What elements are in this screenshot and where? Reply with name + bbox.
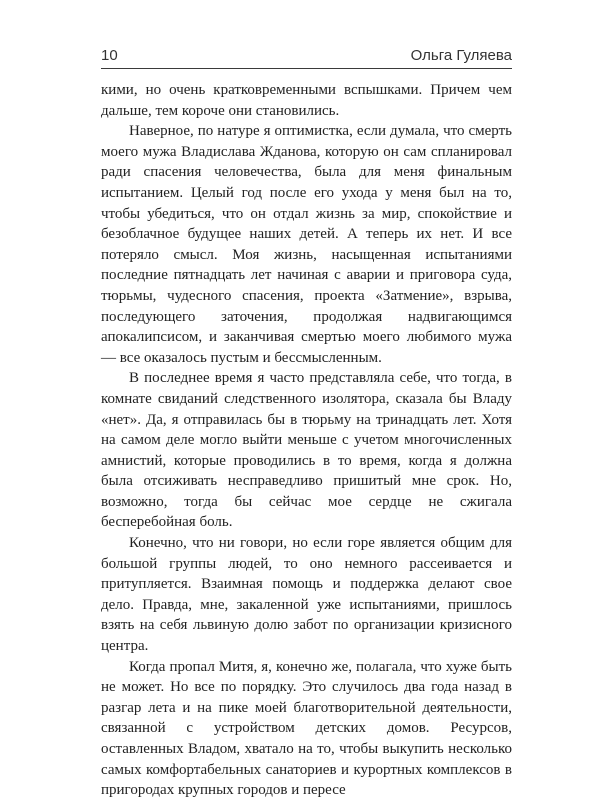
paragraph: Когда пропал Митя, я, конечно же, полагала, что хуже быть не может. Но все по порядку. Это случилось два года назад в разгар лета и на пике моей благотворительной деятельности, связанной с устройством детских домов. Ресурсов, оставленных Владом, хватало на то, чтобы выкупить несколько самых комфортабельных санаториев и курортных комплексов в пригородах крупных городов и пересе [101, 658, 512, 799]
paragraph: Конечно, что ни говори, но если горе является общим для большой группы людей, то оно немного рассеивается и притупляется. Взаимная помощь и поддержка делают свое дело. Правда, мне, закаленной уже испытаниями, пришлось взять на себя львиную долю забот по организации кризисного центра. [101, 535, 512, 655]
paragraph: Наверное, по натуре я оптимистка, если думала, что смерть моего мужа Владислава Жданова, которую он сам спланировал ради спасения человечества, была для меня финальным испытанием. Целый год после его ухода у меня был на то, чтобы убедиться, что он отдал жизнь за мир, спокойствие и безоблачное будущее наших детей. А теперь их нет. И все потеряло смысл. Моя жизнь, насыщенная испытаниями последние пятнадцать лет начиная с аварии и приговора суда, тюрьмы, чудесного спасения, проекта «Затмение», взрыва, последующего заточения, продолжая надвигающимся апокалипсисом, и заканчивая смертью моего любимого мужа — все оказалось пустым и бессмысленным. [101, 123, 512, 366]
running-header [101, 44, 512, 69]
book-author-running-head: Ольга Гуляева [410, 47, 512, 64]
body-text [101, 80, 512, 801]
paragraph: В последнее время я часто представляла себе, что тогда, в комнате свиданий следственного изолятора, сказала бы Владу «нет». Да, я отправилась бы в тюрьму на тринадцать лет. Хотя на самом деле могло выйти меньше с учетом многочисленных амнистий, которые проводились в то время, когда я должна была отсиживать несправедливо пришитый мне срок. Но, возможно, тогда бы сейчас мое сердце не сжигала бесперебойная боль. [101, 370, 512, 531]
paragraph-continuation: кими, но очень кратковременными вспышками. Причем чем дальше, тем короче они становились. [101, 82, 512, 119]
page-number: 10 [101, 47, 118, 64]
